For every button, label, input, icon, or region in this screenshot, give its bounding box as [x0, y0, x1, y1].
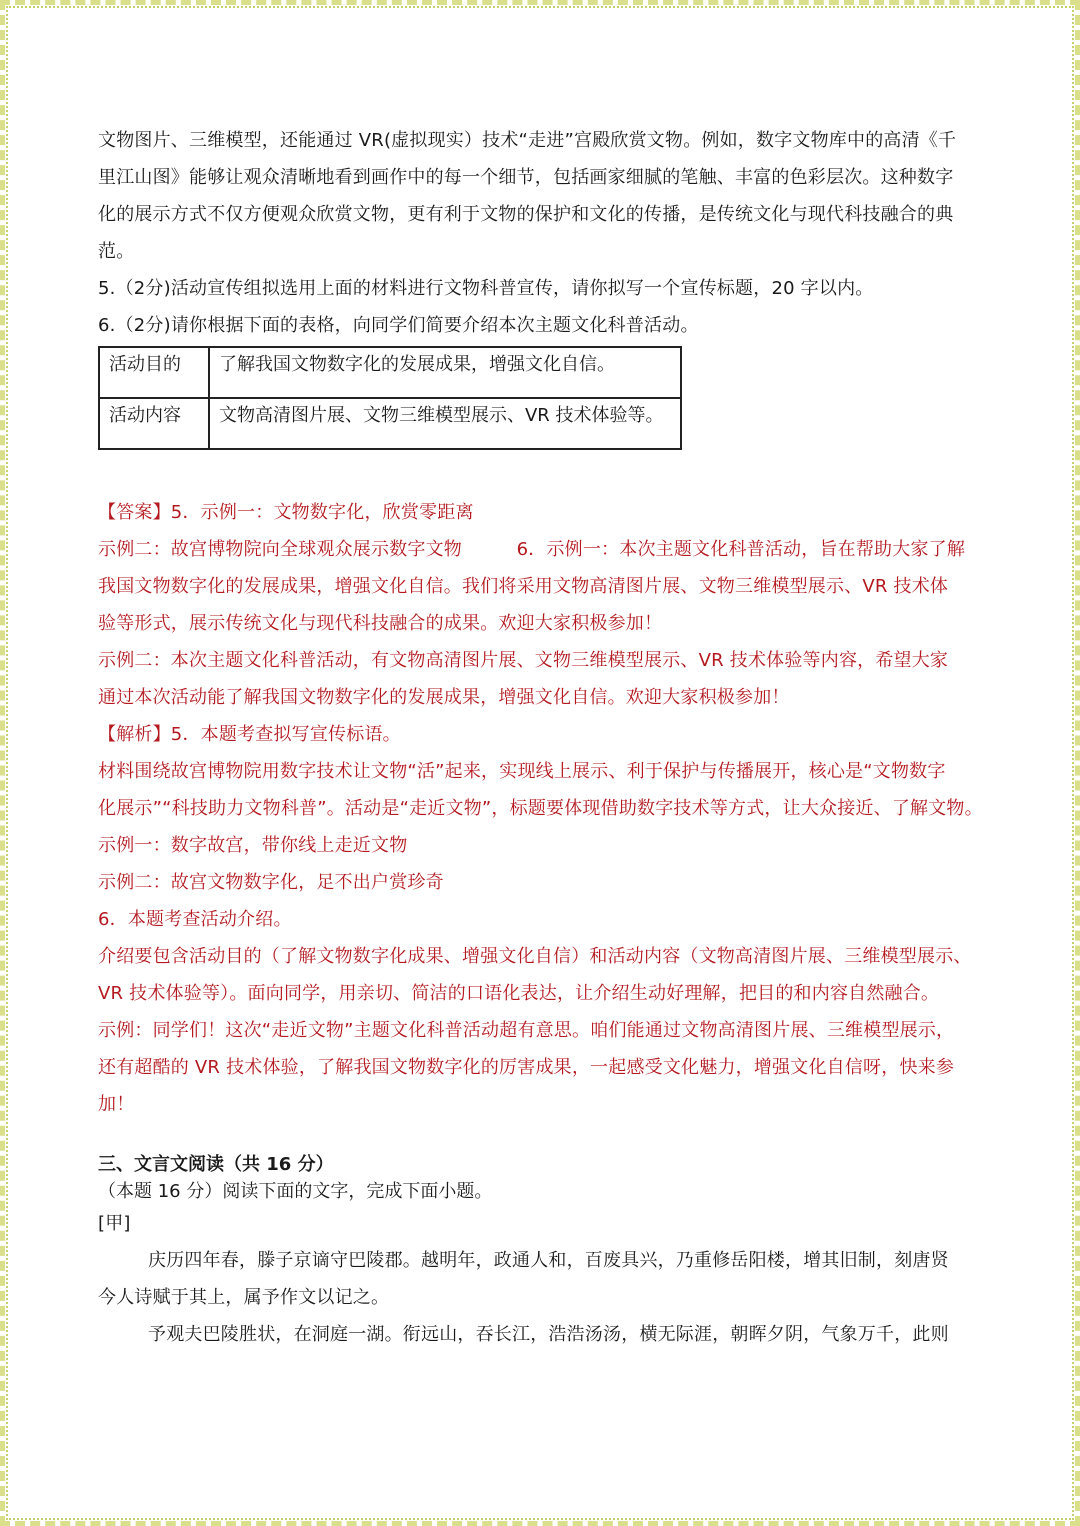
answer-line: 【答案】5．示例一：文物数字化，欣赏零距离	[98, 502, 474, 523]
material-line: 化的展示方式不仅方便观众欣赏文物，更有利于文物的保护和文化的传播，是传统文化与现代科技融合的典	[98, 204, 954, 225]
answer-line: VR 技术体验等）。面向同学，用亲切、简洁的口语化表达，让介绍生动好理解，把目的和内容自然融合。	[98, 983, 940, 1004]
answer-line: 示例一：数字故宫，带你线上走近文物	[98, 835, 408, 856]
answer-line: 我国文物数字化的发展成果，增强文化自信。我们将采用文物高清图片展、文物三维模型展示、VR 技术体	[98, 576, 949, 597]
section-title: 三、文言文阅读（共 16 分）	[98, 1154, 334, 1175]
material-paragraph	[98, 122, 998, 270]
answer-line: 示例二：故宫文物数字化，足不出户赏珍奇	[98, 872, 444, 893]
answer-block	[98, 494, 998, 1123]
table-cell-value: 了解我国文物数字化的发展成果，增强文化自信。	[209, 347, 681, 398]
material-line: 文物图片、三维模型，还能通过 VR(虚拟现实）技术“走进”宫殿欣赏文物。例如，数字文物库中的高清《千	[98, 130, 957, 151]
answer-line: 还有超酷的 VR 技术体验，了解我国文物数字化的厉害成果，一起感受文化魅力，增强文化自信呀，快来参	[98, 1057, 955, 1078]
answer-line: 材料围绕故宫博物院用数字技术让文物“活”起来，实现线上展示、利于保护与传播展开，核心是“文物数字	[98, 761, 946, 782]
table-cell-key: 活动目的	[99, 347, 209, 398]
material-line: 里江山图》能够让观众清晰地看到画作中的每一个细节，包括画家细腻的笔触、丰富的色彩层次。这种数字	[98, 167, 954, 188]
section-classical-reading	[98, 1151, 998, 1353]
section-intro: （本题 16 分）阅读下面的文字，完成下面小题。	[98, 1181, 493, 1202]
answer-line: 示例二：本次主题文化科普活动，有文物高清图片展、文物三维模型展示、VR 技术体验等内容，希望大家	[98, 650, 949, 671]
passage-line: 庆历四年春，滕子京谪守巴陵郡。越明年，政通人和，百废具兴，乃重修岳阳楼，增其旧制，刻唐贤	[148, 1250, 949, 1271]
answer-line: 6．本题考查活动介绍。	[98, 909, 292, 930]
answer-line: 示例二：故宫博物院向全球观众展示数字文物 6．示例一：本次主题文化科普活动，旨在帮助大家了解	[98, 539, 966, 560]
answer-line: 【解析】5．本题考查拟写宣传标语。	[98, 724, 401, 745]
answer-line: 示例：同学们！这次“走近文物”主题文化科普活动超有意思。咱们能通过文物高清图片展、三维模型展示，	[98, 1020, 955, 1041]
document-page	[98, 122, 998, 1353]
passage-label: [甲]	[98, 1213, 131, 1234]
table-cell-key: 活动内容	[99, 398, 209, 449]
table-row	[99, 398, 681, 449]
answer-line: 化展示”“科技助力文物科普”。活动是“走近文物”，标题要体现借助数字技术等方式，让大众接近、了解文物。	[98, 798, 983, 819]
passage-line: 予观夫巴陵胜状，在洞庭一湖。衔远山，吞长江，浩浩汤汤，横无际涯，朝晖夕阴，气象万千，此则	[148, 1324, 949, 1345]
passage-line: 今人诗赋于其上，属予作文以记之。	[98, 1287, 390, 1308]
question-5: 5.（2分)活动宣传组拟选用上面的材料进行文物科普宣传，请你拟写一个宣传标题，20 字以内。	[98, 278, 874, 299]
question-6: 6.（2分)请你根据下面的表格，向同学们简要介绍本次主题文化科普活动。	[98, 315, 699, 336]
answer-line: 介绍要包含活动目的（了解文物数字化成果、增强文化自信）和活动内容（文物高清图片展、三维模型展示、	[98, 946, 972, 967]
activity-table	[98, 346, 682, 450]
answer-line: 通过本次活动能了解我国文物数字化的发展成果，增强文化自信。欢迎大家积极参加！	[98, 687, 790, 708]
material-line: 范。	[98, 241, 135, 262]
table-row	[99, 347, 681, 398]
table-cell-value: 文物高清图片展、文物三维模型展示、VR 技术体验等。	[209, 398, 681, 449]
answer-line: 验等形式，展示传统文化与现代科技融合的成果。欢迎大家积极参加！	[98, 613, 663, 634]
answer-line: 加！	[98, 1094, 135, 1115]
